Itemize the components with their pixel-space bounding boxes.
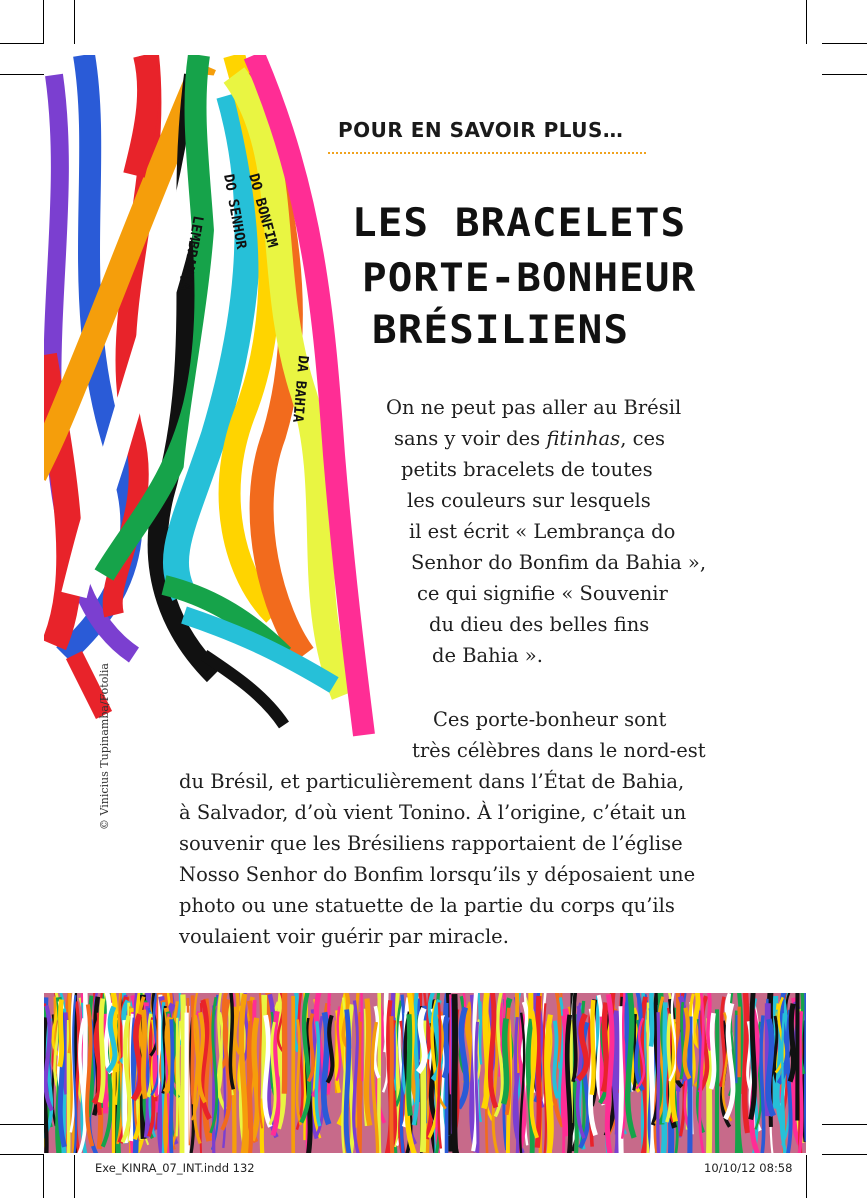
ribbon-strand [717,1009,718,1153]
ribbon-strand [379,993,380,1153]
ribbon-strand [192,995,193,1104]
body-line: voulaient voir guérir par miracle. [179,925,509,948]
title-line-1: LES BRACELETS [352,201,687,246]
intro-line: sans y voir des fitinhas, ces [394,427,666,450]
intro-line: petits bracelets de toutes [401,458,653,481]
ribbon-strand [69,993,71,1053]
ribbon-strand [592,1000,594,1095]
ribbon-strand [100,999,103,1103]
ribbon-strand [484,993,488,1108]
ribbon-strand [68,1020,69,1153]
crop-mark [822,74,867,75]
ribbon-strand [480,1002,481,1065]
intro-line: il est écrit « Lembrança do [409,520,676,543]
ribbon-strand [143,1010,145,1099]
body-line: du Brésil, et particulièrement dans l’État de Bahia, [179,770,685,793]
ribbon-strand [409,1014,411,1115]
crop-mark [74,0,75,44]
body-line: Ces porte-bonheur sont [433,708,667,731]
ribbon-strand [60,1000,62,1067]
body-line: Nosso Senhor do Bonfim lorsqu’ils y déposaient une [179,863,696,886]
crop-mark [806,1155,807,1198]
intro-line: On ne peut pas aller au Brésil [386,396,682,419]
ribbon-strand [658,1012,659,1153]
intro-line: les couleurs sur lesquels [407,489,651,512]
crop-mark [43,1155,44,1198]
body-line: à Salvador, d’où vient Tonino. À l’origine, c’était un [179,801,687,824]
crop-mark [822,1124,867,1125]
crop-mark [43,0,44,44]
ribbon-strand [573,993,576,1082]
crop-mark [0,74,44,75]
intro-paragraph [0,392,867,671]
ribbon-strand [603,1003,606,1092]
ribbon-strand [177,1018,178,1137]
ribbon-lettering: LEMBRANÇA [176,214,206,292]
ribbon-lettering: DO SENHOR [220,172,249,251]
ribbon-strand [805,993,806,1141]
intro-line: du dieu des belles fins [429,613,650,636]
crop-mark [0,1154,44,1155]
body-line: très célèbres dans le nord-est [412,739,706,762]
ribbon-strand [504,1019,507,1104]
slug-file: Exe_KINRA_07_INT.indd 132 [95,1161,255,1175]
title-line-2: PORTE-BONHEUR [362,256,697,301]
intro-line: Senhor do Bonfim da Bahia », [411,551,707,574]
ribbon-strand [711,1013,714,1089]
crop-mark [822,1154,867,1155]
body-paragraph [0,704,867,952]
body-line: souvenir que les Brésiliens rapportaient de l’église [179,832,683,855]
ribbon-wall-photo [44,993,806,1153]
photo-credit: © Vinicius Tupinamba/Fotolia [98,663,111,830]
ribbon-strand [366,999,369,1126]
ribbon-lettering: DO BONFIM [245,171,281,250]
intro-line: de Bahia ». [432,644,543,667]
ribbon [134,55,148,175]
body-line: photo ou une statuette de la partie du corps qu’ils [179,894,675,917]
ribbon-strand [65,1012,66,1094]
crop-mark [806,0,807,44]
section-kicker: POUR EN SAVOIR PLUS… [338,118,624,142]
ribbon-strand [537,996,539,1148]
slug-date: 10/10/12 08:58 [704,1161,793,1175]
ribbon-lettering: DA BAHIA [289,354,311,424]
ribbon-strand [391,1016,392,1153]
ribbon-strand [444,1017,447,1078]
kicker-divider [328,152,646,154]
ribbon-strand [664,1002,665,1123]
crop-mark [0,43,44,44]
crop-mark [822,43,867,44]
crop-mark [74,1155,75,1198]
intro-line: ce qui signifie « Souvenir [417,582,668,605]
crop-mark [0,1124,44,1125]
ribbon-strand [454,994,455,1153]
ribbon-strand [651,993,652,1046]
ribbon-strand [790,1004,793,1082]
title-line-3: BRÉSILIENS [372,308,630,353]
